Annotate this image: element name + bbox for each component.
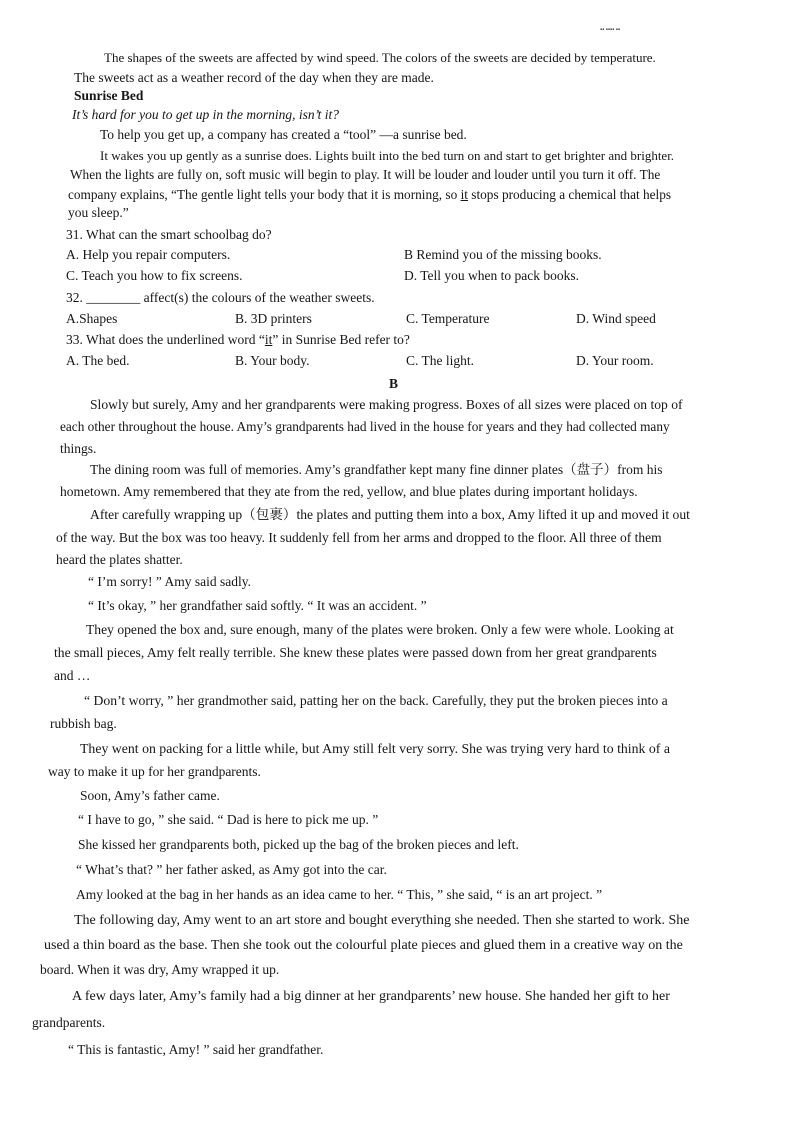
sunrise-bed-subheading: It’s hard for you to get up in the morning, isn’t it? [72,107,340,122]
passage-line: “ This is fantastic, Amy! ” said her grandfather. [68,1042,324,1057]
passage-line: board. When it was dry, Amy wrapped it up. [40,962,280,977]
answer-option: B. Your body. [235,353,310,368]
passage-line: Slowly but surely, Amy and her grandparents were making progress. Boxes of all sizes were placed on top of [90,397,683,412]
passage-line: things. [60,441,97,456]
passage-line: “ What’s that? ” her father asked, as Amy got into the car. [76,862,387,877]
section-label: B [389,376,399,391]
answer-option: D. Your room. [576,353,654,368]
passage-line: rubbish bag. [50,716,117,731]
intro-line: The sweets act as a weather record of the day when they are made. [74,70,434,85]
answer-option: D. Tell you when to pack books. [404,268,580,283]
passage-line: each other throughout the house. Amy’s grandparents had lived in the house for years and they had collected many [60,419,670,434]
underlined-word: it [264,332,273,347]
passage-line: “ Don’t worry, ” her grandmother said, patting her on the back. Carefully, they put the broken pieces into a [84,693,668,708]
answer-blank: ________ [86,290,141,305]
question-stem [66,289,375,306]
text-segment: affect(s) the colours of the weather sweets. [140,290,375,305]
question-stem [66,331,410,348]
corner-mark: ▪▪ ▪▪▪▪ ▪▪ [600,27,621,33]
passage-line: used a thin board as the base. Then she took out the colourful plate pieces and glued them in a creative way on the [44,938,683,953]
passage-line: way to make it up for her grandparents. [48,764,261,779]
question-stem: 31. What can the smart schoolbag do? [66,227,272,242]
passage-line: heard the plates shatter. [56,552,183,567]
text-segment: ” in Sunrise Bed refer to? [272,332,410,347]
sunrise-bed-heading: Sunrise Bed [74,88,144,103]
passage-line: hometown. Amy remembered that they ate from the red, yellow, and blue plates during important holidays. [60,484,638,499]
passage-line: She kissed her grandparents both, picked up the bag of the broken pieces and left. [78,837,519,852]
text-segment: 33. What does the underlined word “ [66,332,265,347]
passage-line: The dining room was full of memories. Amy’s grandfather kept many fine dinner plates（盘子）from his [90,462,663,477]
paragraph-line: It wakes you up gently as a sunrise does. Lights built into the bed turn on and start to get brighter and brighter. [100,148,675,163]
answer-option: C. The light. [406,353,475,368]
passage-line: “ I have to go, ” she said. “ Dad is here to pick me up. ” [78,812,379,827]
passage-line: “ It’s okay, ” her grandfather said softly. “ It was an accident. ” [88,598,427,613]
text-segment: company explains, “The gentle light tells your body that it is morning, so [68,187,461,202]
answer-option: D. Wind speed [576,311,656,326]
text-segment: stops producing a chemical that helps [467,187,672,202]
passage-line: Soon, Amy’s father came. [80,788,220,803]
paragraph-line: When the lights are fully on, soft music will begin to play. It will be louder and louder until you turn it off. The [70,167,661,182]
underlined-word: it [460,187,468,202]
passage-line: “ I’m sorry! ” Amy said sadly. [88,574,251,589]
passage-line: the small pieces, Amy felt really terrible. She knew these plates were passed down from her great grandparents [54,645,657,660]
question-number: 32. [66,290,83,305]
answer-option: C. Teach you how to fix screens. [66,268,243,283]
intro-line: The shapes of the sweets are affected by wind speed. The colors of the sweets are decided by temperature. [104,50,656,65]
answer-option: A. Help you repair computers. [66,247,231,262]
answer-option: A.Shapes [66,311,118,326]
answer-option: C. Temperature [406,311,490,326]
answer-option: B Remind you of the missing books. [404,247,602,262]
paragraph-line: you sleep.” [68,205,129,220]
passage-line: A few days later, Amy’s family had a big dinner at her grandparents’ new house. She handed her gift to her [72,989,670,1004]
passage-line: Amy looked at the bag in her hands as an idea came to her. “ This, ” she said, “ is an art project. ” [76,887,603,902]
passage-line: of the way. But the box was too heavy. It suddenly fell from her arms and dropped to the floor. All three of them [56,530,662,545]
paragraph-line: To help you get up, a company has created a “tool” —a sunrise bed. [100,127,467,142]
paragraph-line [68,186,671,203]
answer-option: A. The bed. [66,353,130,368]
passage-line: They opened the box and, sure enough, many of the plates were broken. Only a few were whole. Looking at [86,622,674,637]
answer-option: B. 3D printers [235,311,312,326]
passage-line: grandparents. [32,1015,106,1030]
passage-line: The following day, Amy went to an art store and bought everything she needed. Then she started to work. She [74,913,690,928]
passage-line: and … [54,668,91,683]
passage-line: They went on packing for a little while, but Amy still felt very sorry. She was trying very hard to think of a [80,741,670,756]
passage-line: After carefully wrapping up（包裹）the plates and putting them into a box, Amy lifted it up and moved it out [90,507,690,522]
